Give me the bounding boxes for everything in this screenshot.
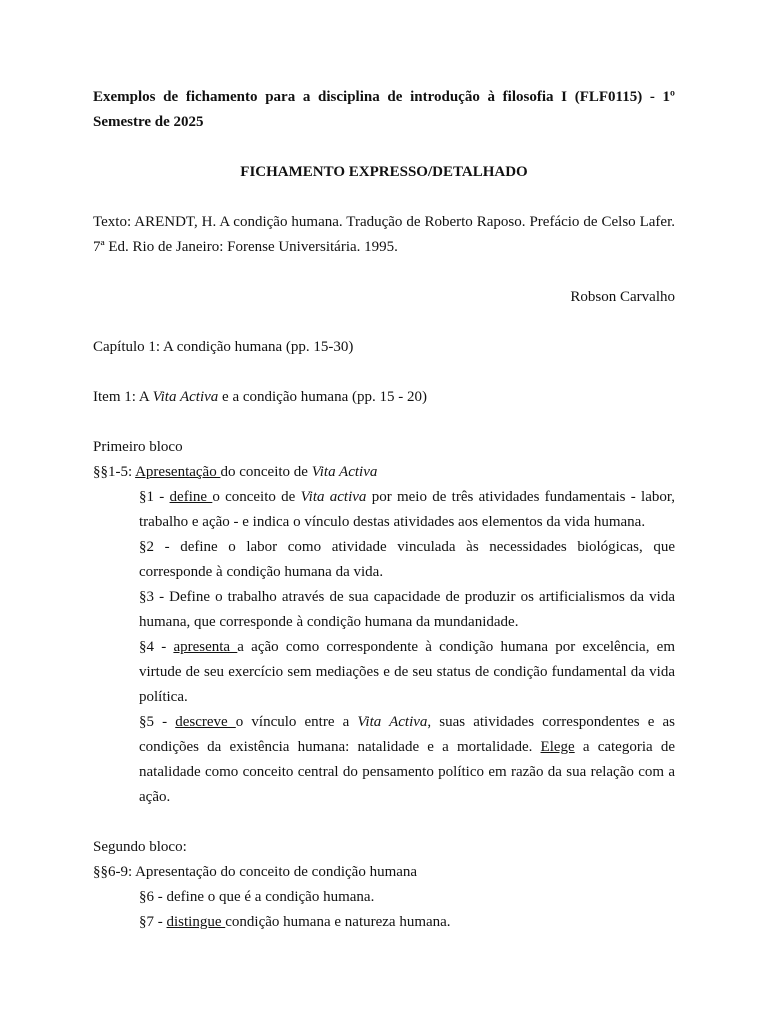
- block1-title: Primeiro bloco: [93, 439, 183, 455]
- document-title: Exemplos de fichamento para a disciplina de introdução à filosofia I (FLF0115) - 1º Semestre de 2025: [93, 89, 675, 130]
- paragraph-1: §1 - define o conceito de Vita activa por meio de três atividades fundamentais - labor, trabalho e ação - e indica o vínculo destas atividades aos elementos da vida humana.: [139, 489, 676, 530]
- chapter-heading: Capítulo 1: A condição humana (pp. 15-30): [93, 339, 354, 355]
- paragraph-3: §3 - Define o trabalho através de sua capacidade de produzir os artificialismos da vida humana, que corresponde à condição humana da mundanidade.: [139, 589, 675, 630]
- author-name: Robson Carvalho: [570, 289, 675, 305]
- paragraph-4: §4 - apresenta a ação como correspondente à condição humana por excelência, em virtude de seu exercício sem mediações e de seu status de condição fundamental da vida política.: [139, 639, 675, 705]
- paragraph-2: §2 - define o labor como atividade vinculada às necessidades biológicas, que corresponde à condição humana da vida.: [139, 539, 675, 580]
- block1-heading: §§1-5: Apresentação do conceito de Vita Activa: [93, 464, 378, 480]
- document-subtitle: FICHAMENTO EXPRESSO/DETALHADO: [240, 164, 528, 180]
- block1-paragraphs: [139, 485, 675, 810]
- block2-title: Segundo bloco:: [93, 839, 187, 855]
- document-page: [93, 85, 675, 935]
- paragraph-5: §5 - descreve o vínculo entre a Vita Activa, suas atividades correspondentes e as condições da existência humana: natalidade e a mortalidade. Elege a categoria de natalidade como conceito central do pensamento político em razão da sua relação com a ação.: [139, 714, 676, 805]
- block2-paragraphs: [139, 885, 675, 935]
- reference-text: Texto: ARENDT, H. A condição humana. Tradução de Roberto Raposo. Prefácio de Celso Lafer. 7ª Ed. Rio de Janeiro: Forense Universitária. 1995.: [93, 214, 675, 255]
- paragraph-6: §6 - define o que é a condição humana.: [139, 889, 375, 905]
- block2-heading: §§6-9: Apresentação do conceito de condição humana: [93, 864, 418, 880]
- paragraph-7: §7 - distingue condição humana e natureza humana.: [139, 914, 451, 930]
- item-heading: Item 1: A Vita Activa e a condição humana (pp. 15 - 20): [93, 389, 427, 405]
